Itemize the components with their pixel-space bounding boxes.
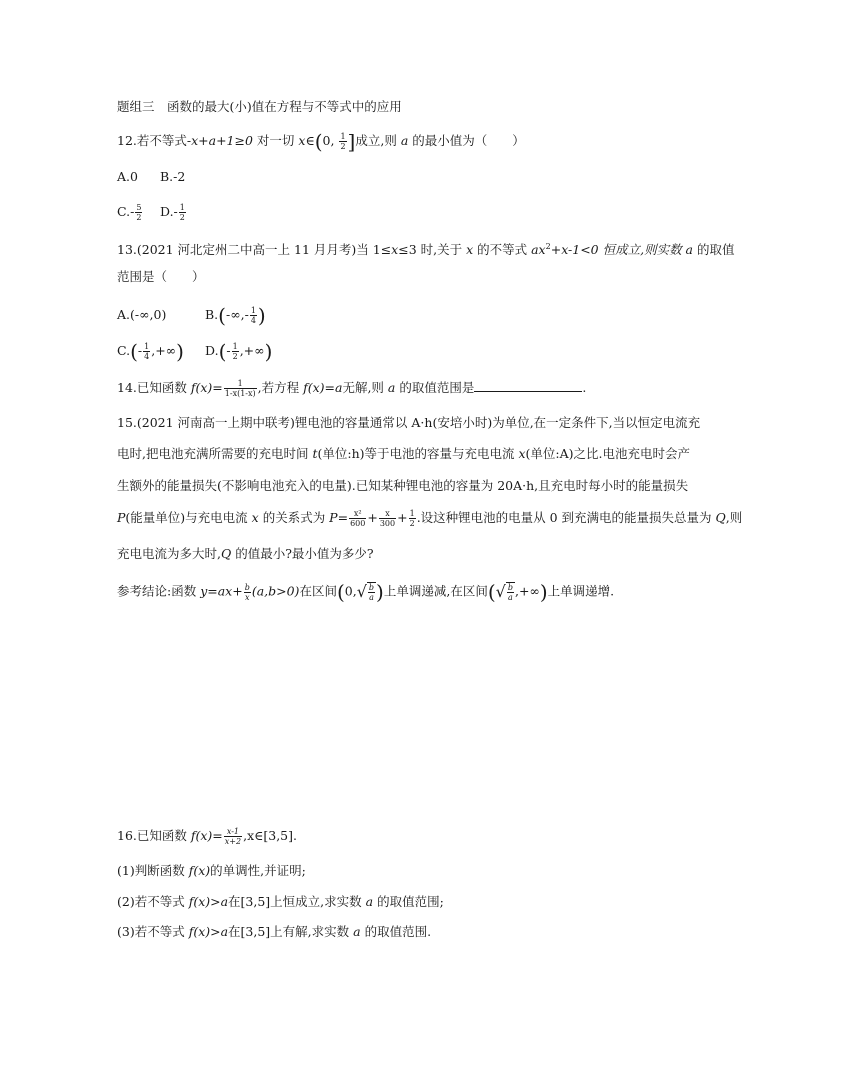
frac-den: 1-x(1-x) — [224, 389, 256, 398]
question-15-reference — [117, 582, 614, 602]
q13-option-c — [117, 339, 205, 364]
q16-text: 的取值范围; — [373, 894, 444, 909]
q15-text: 的值最小?最小值为多少? — [231, 546, 374, 561]
q12-in: ∈ — [305, 133, 315, 148]
ref-int-left: 0, — [344, 583, 357, 599]
frac-den: 2 — [232, 352, 238, 361]
q15-frac2 — [379, 509, 396, 528]
q12-tail: 的最小值为（ ） — [408, 133, 525, 148]
frac-num: b — [244, 582, 250, 592]
frac-num: x-1 — [224, 827, 242, 837]
question-12 — [117, 129, 525, 154]
frac-num: 1 — [409, 509, 415, 518]
frac-den: x — [245, 592, 250, 602]
q12-suffix: 成立,则 — [355, 133, 401, 148]
q15-frac1 — [349, 509, 366, 528]
q15-text: ,则 — [725, 510, 743, 525]
q12-fraction — [339, 132, 346, 151]
q13-mid1: ≤3 时,关于 — [398, 242, 467, 258]
q12-interval-left: 0, — [322, 133, 339, 148]
option-left: - — [226, 343, 231, 358]
frac-den: 600 — [350, 519, 366, 528]
q16-var-a: a — [353, 924, 361, 939]
q15-text: (能量单位)与充电电流 — [125, 510, 252, 525]
ref-int-right: ,+∞ — [514, 583, 540, 599]
frac-den: 2 — [409, 519, 415, 528]
right-paren: ) — [376, 580, 384, 604]
sqrt-frac — [507, 583, 514, 602]
q16-text: (3)若不等式 — [117, 924, 189, 939]
right-paren: ) — [257, 303, 266, 328]
frac-num: x — [379, 509, 396, 519]
q15-var-x: x — [251, 510, 259, 525]
q16-text: (1)判断函数 — [117, 863, 189, 878]
q13-rest: +x-1<0 恒成立,则实数 — [550, 242, 686, 258]
q13-options-row2 — [117, 339, 273, 364]
question-16 — [117, 827, 297, 846]
q12-options-row2 — [117, 203, 187, 222]
q14-fx2: f(x)=a — [303, 380, 343, 395]
ref-func: y=ax+ — [200, 583, 243, 599]
ref-frac — [244, 583, 251, 602]
ref-text: 参考结论:函数 — [117, 583, 201, 599]
option-right: ,+∞ — [239, 343, 265, 358]
frac-den: 2 — [179, 213, 185, 222]
sqrt-symbol: √ $\frac{b}{a}$ — [356, 582, 375, 602]
option-label: D. — [205, 343, 219, 358]
question-13-line1 — [117, 238, 734, 259]
q15-var-p: P — [117, 510, 126, 525]
left-paren: ( — [130, 339, 138, 364]
q16-part2 — [117, 893, 444, 911]
section-title: 题组三 函数的最大(小)值在方程与不等式中的应用 — [117, 99, 402, 114]
right-paren: ) — [264, 339, 273, 364]
q16-text: (2)若不等式 — [117, 894, 189, 909]
q12-options-row1 — [117, 168, 185, 186]
frac-num: 1 — [144, 342, 150, 351]
q15-text: 电时,把电池充满所需要的充电时间 — [117, 446, 313, 461]
frac-den: 300 — [379, 519, 396, 528]
q15-var-t: t — [312, 446, 318, 461]
frac-den: 4 — [144, 352, 150, 361]
question-13-line2: 范围是（ ） — [117, 269, 205, 284]
frac-num: 1 — [340, 132, 346, 141]
q16-fx: f(x)>a — [188, 924, 229, 939]
q16-fraction — [224, 827, 242, 846]
question-15-line4 — [117, 509, 742, 528]
q12-option-b: B.-2 — [160, 169, 186, 184]
q14-mid2: 无解,则 — [342, 380, 388, 395]
q13-text: 13.(2021 河北定州二中高一上 11 月月考)当 1≤ — [117, 242, 392, 258]
left-paren: ( — [218, 339, 227, 364]
q16-tail: ,x∈[3,5]. — [243, 828, 297, 843]
option-left: -∞,- — [225, 307, 249, 322]
q16-text: 的取值范围. — [360, 924, 432, 939]
sqrt-frac — [368, 583, 375, 602]
q13-options-row1 — [117, 303, 266, 328]
q14-fx: f(x) — [190, 380, 213, 395]
frac-num: 1 — [250, 306, 256, 315]
q14-prefix: 14.已知函数 — [117, 380, 191, 395]
right-paren: ) — [539, 580, 548, 604]
frac-num: 1 — [224, 379, 257, 389]
right-paren: ) — [176, 339, 184, 364]
q15-frac3 — [409, 509, 416, 528]
q16-text: 在[3,5]上有解,求实数 — [228, 924, 354, 939]
q16-text: 在[3,5]上恒成立,求实数 — [228, 894, 366, 909]
q16-part1 — [117, 862, 306, 880]
left-paren: ( — [218, 303, 226, 328]
left-paren: ( — [314, 129, 323, 154]
q12-option-c — [117, 203, 160, 222]
q13-tail: 的取值 — [693, 242, 735, 258]
q13-ax: ax — [531, 242, 546, 258]
q13-option-b — [205, 303, 266, 328]
frac-den: x+2 — [224, 837, 242, 846]
frac-den: 2 — [136, 213, 142, 222]
q14-var-a: a — [387, 380, 396, 395]
q13-mid2: 的不等式 — [473, 242, 532, 258]
frac-den: a — [369, 593, 374, 602]
q12-mid: 对一切 — [252, 133, 299, 148]
q14-fraction — [224, 379, 257, 398]
ref-text: 在区间 — [299, 583, 337, 599]
frac-den: 4 — [250, 316, 256, 325]
frac-num: 1 — [179, 203, 185, 212]
answer-blank[interactable] — [474, 379, 582, 392]
q14-mid: ,若方程 — [257, 380, 304, 395]
right-bracket: ] — [347, 129, 356, 154]
left-paren: ( — [487, 580, 496, 604]
frac-den: 2 — [340, 142, 346, 151]
question-15-line2 — [117, 445, 690, 463]
ref-text: 上单调递增. — [547, 583, 615, 599]
option-label: D.- — [160, 204, 178, 219]
q15-text: (单位:A)之比.电池充电时会产 — [525, 446, 691, 461]
q14-tail: 的取值范围是 — [395, 380, 475, 395]
option-label: C. — [117, 343, 131, 358]
q13-option-d — [205, 339, 273, 364]
q12-var-a: a — [400, 133, 409, 148]
q13-option-a: A.(-∞,0) — [117, 307, 167, 322]
option-frac — [250, 306, 257, 325]
q15-text: .设这种锂电池的电量从 0 到充满电的能量损失总量为 — [416, 510, 716, 525]
q12-prefix: 12.若不等式- — [117, 133, 192, 148]
q16-fx: f(x) — [190, 828, 213, 843]
q15-var-q: Q — [220, 546, 232, 561]
question-15-line1: 15.(2021 河南高一上期中联考)锂电池的容量通常以 A·h(安培小时)为单位,在一定条件下,当以恒定电流充 — [117, 415, 701, 430]
plus: + — [367, 510, 378, 525]
q12-expr: x+a+1≥0 — [191, 133, 253, 148]
q15-text: (单位:h)等于电池的容量与充电电流 — [317, 446, 519, 461]
q13-var-x2: x — [466, 242, 474, 258]
q13-sup: 2 — [545, 242, 551, 251]
frac-num: 5 — [136, 203, 142, 212]
frac-num: b — [368, 583, 375, 592]
q15-p-eq: P= — [329, 510, 349, 525]
left-paren: ( — [336, 580, 345, 604]
q16-var-a: a — [365, 894, 374, 909]
question-15-line3: 生额外的能量损失(不影响电池充入的电量).已知某种锂电池的容量为 20A·h,且充电时每小时的能量损失 — [117, 478, 689, 493]
option-label: B. — [205, 307, 219, 322]
frac-num: 1 — [232, 342, 238, 351]
frac-num: x² — [349, 509, 366, 519]
option-label: C.- — [117, 204, 135, 219]
q16-fx: f(x)>a — [188, 894, 229, 909]
option-frac — [143, 342, 150, 361]
q15-var-x: x — [518, 446, 526, 461]
plus: + — [397, 510, 408, 525]
ref-cond: (a,b>0) — [251, 583, 300, 599]
q13-var-a: a — [685, 242, 693, 258]
q13-var-x: x — [391, 242, 399, 258]
option-frac — [179, 203, 186, 222]
option-frac — [232, 342, 239, 361]
option-right: ,+∞ — [151, 343, 177, 358]
option-frac — [135, 203, 142, 222]
q15-text: 充电电流为多大时, — [117, 546, 221, 561]
q12-var-x: x — [298, 133, 306, 148]
q16-fx: f(x) — [188, 863, 211, 878]
q16-part3 — [117, 923, 431, 941]
option-left: - — [137, 343, 143, 358]
q12-option-a: A.0 — [117, 169, 138, 184]
q15-text: 的关系式为 — [258, 510, 330, 525]
frac-den: a — [508, 593, 513, 602]
frac-num: b — [507, 583, 513, 592]
question-14 — [117, 379, 586, 398]
sqrt-symbol: √ $\frac{b}{a}$ — [495, 582, 513, 602]
q14-end: . — [582, 380, 587, 395]
q16-text: 的单调性,并证明; — [210, 863, 306, 878]
question-15-line5 — [117, 545, 374, 563]
q14-eq: = — [212, 380, 223, 395]
q15-var-q: Q — [715, 510, 726, 525]
q16-prefix: 16.已知函数 — [117, 828, 191, 843]
q12-option-d — [160, 203, 187, 222]
ref-text: 上单调递减,在区间 — [383, 583, 488, 599]
q16-eq: = — [212, 828, 223, 843]
